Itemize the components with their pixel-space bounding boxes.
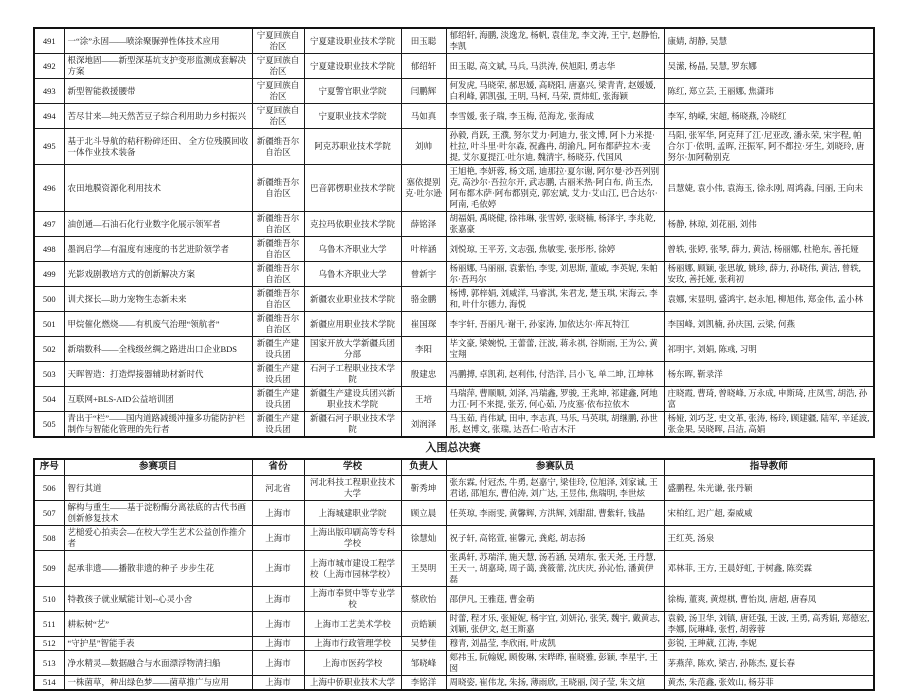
cell-serial-number: 491 [34,28,64,54]
cell-province: 新疆维吾尔自治区 [252,212,304,237]
cell-advisors: 曾轶, 张婷, 张琴, 薛力, 黄洁, 杨丽娜, 杜艳东, 善托娅 [664,237,874,262]
cell-team-members: 李雪媛, 张子瑞, 李玉梅, 范海龙, 张海成 [446,104,664,129]
table-row [34,54,874,79]
cell-advisors: 茅燕萍, 陈欢, 梁吉, 孙陈杰, 夏长春 [664,651,874,676]
cell-province: 上海市 [252,676,304,691]
cell-team-members: 李宇轩, 吾丽凡·谢干, 孙家涛, 加依达尔·库瓦特江 [446,312,664,337]
cell-team-members: 张东霖, 付冠杰, 牛勇, 赵嘉宁, 梁佳玲, 位旭泽, 刘家诚, 王君诺, 邵旭东, 曹伯涛, 刘广达, 王昱伟, 焦瑞明, 李世炫 [446,476,664,501]
cell-province: 新疆生产建设兵团 [252,362,304,387]
cell-advisors: 杨东晖, 靳录洋 [664,362,874,387]
results-table-2-body [34,476,874,691]
cell-school: 宁夏建设职业技术学院 [304,28,401,54]
table-row [34,165,874,212]
cell-school: 宁夏警官职业学院 [304,79,401,104]
table-row [34,587,874,612]
cell-province: 新疆生产建设兵团 [252,387,304,412]
cell-province: 河北省 [252,476,304,501]
table-row [34,212,874,237]
cell-leader: 薛铭泽 [401,212,446,237]
cell-team-members: 杨丽娜, 马丽丽, 袁紫怡, 李雯, 刘思斯, 董威, 李英妮, 朱帕尔·吾玛尔 [446,262,664,287]
table-row [34,412,874,438]
cell-advisors: 邓林菲, 王方, 王晨妤虹, 于树鑫, 陈奕霖 [664,551,874,587]
cell-advisors: 盛鹏程, 朱光谦, 张丹颖 [664,476,874,501]
cell-province: 上海市 [252,551,304,587]
column-header-members: 参赛队员 [446,459,664,476]
table-row [34,287,874,312]
cell-leader: 李阳 [401,337,446,362]
cell-project-name: 艺槌爱心拍卖会—在校大学生艺术公益创作推介者 [64,526,252,551]
cell-team-members: 何发虎, 马晓荣, 郝思媛, 高晓阳, 唐嘉兴, 梁青青, 赵媛媛, 白利峰, 郭凯强, 王明, 马柯, 马荣, 贾炜虹, 张海颖 [446,79,664,104]
cell-leader: 崔国琛 [401,312,446,337]
cell-serial-number: 493 [34,79,64,104]
table-row [34,104,874,129]
cell-advisors: 庄晓霞, 曹琦, 曾晓峰, 万永成, 申斯琦, 庄凤雪, 胡浩, 孙富 [664,387,874,412]
column-header-advisors: 指导教师 [664,459,874,476]
cell-serial-number: 512 [34,637,64,651]
cell-school: 巴音郭楞职业技术学院 [304,165,401,212]
cell-team-members: 任英琼, 李雨雯, 黄馨辉, 方洪辉, 刘甜甜, 曹紫轩, 钱晶 [446,501,664,526]
cell-serial-number: 492 [34,54,64,79]
cell-project-name: 特教孩子就业赋能计划--心灵小舍 [64,587,252,612]
cell-serial-number: 499 [34,262,64,287]
cell-advisors: 彭锐, 王珅葳, 江涛, 李妮 [664,637,874,651]
cell-project-name: 光影戏剧教培方式的创新解决方案 [64,262,252,287]
cell-serial-number: 500 [34,287,64,312]
cell-project-name: 基于北斗导航的秸秆粉碎还田、 全方位残膜回收一体作业技术装备 [64,129,252,165]
cell-serial-number: 507 [34,501,64,526]
cell-school: 乌鲁木齐职业大学 [304,262,401,287]
cell-project-name: 训犬探长—助力宠物生态新未来 [64,287,252,312]
cell-school: 宁夏建设职业技术学院 [304,54,401,79]
cell-province: 新疆维吾尔自治区 [252,287,304,312]
cell-school: 上海市行政管理学校 [304,637,401,651]
cell-leader: 殷建忠 [401,362,446,387]
cell-team-members: 田玉聪, 高文斌, 马兵, 马洪涛, 侯旭阳, 勇志华 [446,54,664,79]
column-header-project: 参赛项目 [64,459,252,476]
cell-team-members: 胡福娟, 禹晓健, 徐祎琳, 张雪婷, 张晓楠, 杨泽宇, 李兆乾, 张嘉豪 [446,212,664,237]
cell-leader: 田玉聪 [401,28,446,54]
cell-province: 宁夏回族自治区 [252,79,304,104]
cell-advisors: 吴潆, 杨晶, 吴慧, 罗东娜 [664,54,874,79]
table-row [34,312,874,337]
cell-team-members: 王旭艳, 李妍蓉, 杨文瑶, 迪那拉·夏尔谢, 阿尔曼·沙吾列别克, 高沙尔·吾拉尔开, 武志鹏, 古丽米热·阿白布, 尚玉杰, 阿布都木萨·阿布都别克, 郭宏斌, 艾力·艾山江, 巴合达尔·阿南, 毛依婷 [446,165,664,212]
cell-province: 宁夏回族自治区 [252,104,304,129]
cell-province: 新疆生产建设兵团 [252,337,304,362]
cell-school: 上海市医药学校 [304,651,401,676]
cell-serial-number: 510 [34,587,64,612]
cell-project-name: 耕耘树“艺” [64,612,252,637]
cell-advisors: 黄杰, 朱范鑫, 张效山, 杨芬菲 [664,676,874,691]
cell-leader: 蔡欣怡 [401,587,446,612]
table-row [34,651,874,676]
cell-leader: 刘润泽 [401,412,446,438]
cell-school: 克拉玛依职业技术学院 [304,212,401,237]
cell-province: 上海市 [252,612,304,637]
cell-project-name: 油创通—石油石化行业数字化展示领军者 [64,212,252,237]
cell-serial-number: 503 [34,362,64,387]
table-row [34,362,874,387]
table-row [34,637,874,651]
cell-school: 宁夏职业技术学院 [304,104,401,129]
results-table-finalists [33,458,875,691]
cell-leader: 靳秀坤 [401,476,446,501]
cell-province: 新疆维吾尔自治区 [252,262,304,287]
cell-team-members: 邵伊凡, 王雅莛, 曹金萌 [446,587,664,612]
cell-province: 新疆维吾尔自治区 [252,165,304,212]
cell-school: 上海出版印刷高等专科学校 [304,526,401,551]
table-row [34,526,874,551]
cell-serial-number: 494 [34,104,64,129]
cell-team-members: 孙毅, 肖跃, 王濮, 努尔艾力·阿迪力, 张文博, 阿卜力米提·杜拉, 叶斗里·叶尔森, 祝鑫冉, 胡渝凡, 阿布都萨拉木·麦提, 艾尔夏提江·吐尔迪, 魏清宇, 杨晓芬, 代国风 [446,129,664,165]
table-row [34,476,874,501]
cell-province: 宁夏回族自治区 [252,28,304,54]
cell-team-members: 马玉茹, 肖伟斌, 田申, 李志真, 马乐, 马英琪, 胡继鹏, 孙世彤, 赵博文, 张瑞, 达吾仁·哈吉木汗 [446,412,664,438]
cell-leader: 吴梦佳 [401,637,446,651]
cell-province: 新疆生产建设兵团 [252,412,304,438]
table-row [34,237,874,262]
cell-team-members: 时蕾, 程才乐, 张娅妮, 杨宇宜, 刘妍沁, 张笑, 魏宇, 戴黄志, 刘颖, 张伊文, 赵王斯嘉 [446,612,664,637]
cell-serial-number: 496 [34,165,64,212]
results-table-continued [33,27,875,438]
cell-leader: 王培 [401,387,446,412]
cell-school: 上海市工艺美术学校 [304,612,401,637]
cell-serial-number: 508 [34,526,64,551]
cell-advisors: 吕慧婕, 袁小伟, 袁海玉, 徐永刚, 周鸿淼, 闫丽, 王向未 [664,165,874,212]
cell-school: 国家开放大学新疆兵团分部 [304,337,401,362]
cell-advisors: 康婧, 胡静, 吴慧 [664,28,874,54]
table-row [34,28,874,54]
cell-province: 新疆维吾尔自治区 [252,237,304,262]
cell-advisors: 王红英, 汤泉 [664,526,874,551]
cell-project-name: 净水精灵—数据融合与水面漂浮物清扫船 [64,651,252,676]
cell-school: 新疆应用职业技术学院 [304,312,401,337]
cell-project-name: 一“涂”永固——喷涂聚脲弹性体技术应用 [64,28,252,54]
cell-project-name: 根深地固——新型深基坑支护变形监测成套解决方案 [64,54,252,79]
cell-school: 新疆石河子职业技术学院 [304,412,401,438]
results-table-1-body [34,28,874,437]
table-row [34,387,874,412]
cell-advisors: 陈红, 郑立芸, 王丽娜, 焦潇玮 [664,79,874,104]
cell-project-name: 互联网+BLS-AID公益培训团 [64,387,252,412]
table-row [34,337,874,362]
cell-project-name: 苦尽甘来—纯天然苦豆子综合利用助力乡村振兴 [64,104,252,129]
cell-advisors: 宋柏红, 迟广超, 秦威威 [664,501,874,526]
cell-leader: 曾新宇 [401,262,446,287]
section-title-finalists: 入围总决赛 [425,442,481,454]
cell-leader: 刘帅 [401,129,446,165]
cell-advisors: 李军, 纳嵘, 宋超, 杨晓燕, 冷晓红 [664,104,874,129]
cell-serial-number: 511 [34,612,64,637]
cell-serial-number: 513 [34,651,64,676]
cell-serial-number: 495 [34,129,64,165]
cell-project-name: 起承非遗——播散非遗的种子 步步生花 [64,551,252,587]
cell-serial-number: 497 [34,212,64,237]
cell-province: 新疆维吾尔自治区 [252,312,304,337]
cell-leader: 邹晓峰 [401,651,446,676]
cell-province: 上海市 [252,637,304,651]
table-row [34,79,874,104]
cell-leader: 叶梓涵 [401,237,446,262]
cell-advisors: 马阳, 张军华, 阿克拜了江·尼亚改, 潘永荣, 宋宇程, 帕合尔丁·依明, 孟晖, 汪振军, 阿不都拉·牙生, 刘晓玲, 唐努尔·加阿勒别克 [664,129,874,165]
cell-team-members: 张禹轩, 苏瑞洋, 施天慧, 汤若涵, 吴靖东, 张天尧, 王丹慧, 王天一, 胡嘉琦, 周子蔼, 龚筱薷, 沈庆庆, 孙沁怡, 潘黄伊磊 [446,551,664,587]
cell-serial-number: 498 [34,237,64,262]
column-header-province: 省份 [252,459,304,476]
cell-advisors: 杨静, 林琼, 刘花丽, 刘伟 [664,212,874,237]
cell-team-members: 毕文豪, 梁婉悦, 王蕾蕾, 汪波, 蒋永祺, 谷斯雨, 王为公, 黄宝翔 [446,337,664,362]
cell-project-name: 青出于“栏”——国内道路减缓冲撞多功能防护栏 制作与智能化管理的先行者 [64,412,252,438]
cell-school: 上海城建职业学院 [304,501,401,526]
cell-advisors: 李国峰, 刘凯楠, 孙庆国, 云梁, 何燕 [664,312,874,337]
cell-advisors: 袁娜, 宋显明, 盛鸿宇, 赵永旭, 柳旭伟, 郑金伟, 孟小林 [664,287,874,312]
cell-province: 上海市 [252,587,304,612]
cell-school: 新疆农业职业技术学院 [304,287,401,312]
cell-leader: 马如真 [401,104,446,129]
cell-serial-number: 509 [34,551,64,587]
table-row [34,501,874,526]
cell-province: 新疆维吾尔自治区 [252,129,304,165]
cell-team-members: 刘悦琼, 王平芳, 文志强, 焦敏雯, 张彤彤, 徐婷 [446,237,664,262]
cell-project-name: 一株菌草，种出绿色梦——菌草推广与应用 [64,676,252,691]
cell-province: 上海市 [252,501,304,526]
cell-team-members: 穆青, 刘晶莹, 李欣雨, 叶成凯 [446,637,664,651]
cell-school: 阿克苏职业技术学院 [304,129,401,165]
cell-team-members: 周晓姿, 崔伟龙, 朱扬, 薄雨欣, 王晓丽, 闵子莹, 朱文煊 [446,676,664,691]
cell-team-members: 杨博, 郭梓娟, 刘威洋, 马睿淇, 朱君龙, 楚玉琪, 宋海云, 李和, 叶什尔德力, 海悦 [446,287,664,312]
cell-leader: 顾立晨 [401,501,446,526]
cell-leader: 李铭洋 [401,676,446,691]
cell-team-members: 郏祎玉, 阮翰妮, 顾俊琳, 宋晔晔, 崔晓雅, 彭颖, 李星宇, 王囡 [446,651,664,676]
cell-school: 上海市奉贤中等专业学校 [304,587,401,612]
table-row [34,676,874,691]
cell-advisors: 杨丽娜, 顾颖, 张思敏, 姚珍, 薛力, 孙晓伟, 黄洁, 曾轶, 安玫, 善托娅, 张莉初 [664,262,874,287]
cell-project-name: 智行其道 [64,476,252,501]
cell-leader: 徐慧灿 [401,526,446,551]
cell-project-name: 解构与重生——基于淀粉酶分离祛底的古代书画创新修复技术 [64,501,252,526]
cell-province: 上海市 [252,526,304,551]
cell-advisors: 祁明宇, 刘娟, 陈彧, 习明 [664,337,874,362]
cell-serial-number: 506 [34,476,64,501]
table-header-row [34,459,874,476]
cell-project-name: 农田地膜资源化利用技术 [64,165,252,212]
cell-project-name: 墨润启学—有温度有速度的书艺进阶领学者 [64,237,252,262]
cell-team-members: 马瑞萍, 曹顺顺, 刘泽, 冯瑞鑫, 罗骏, 王兆坤, 祁建鑫, 阿地力江·阿不来提, 张芳, 何心茹, 乃皮塞·依布拉依木 [446,387,664,412]
cell-project-name: 天晖智造：打造焊接器辅助材新时代 [64,362,252,387]
cell-project-name: “守护星”智能手表 [64,637,252,651]
column-header-leader: 负责人 [401,459,446,476]
cell-school: 河北科技工程职业技术大学 [304,476,401,501]
cell-serial-number: 502 [34,337,64,362]
cell-project-name: 新瑞数科——全栈级丝绸之路进出口企业BDS [64,337,252,362]
cell-advisors: 袁毅, 汤卫华, 刘镇, 唐廷强, 王波, 王勇, 高秀娟, 郑德宏, 李娜, 阮琳峰, 张哲, 胡蓉蓉 [664,612,874,637]
cell-team-members: 冯鹏搏, 卓凯莉, 赵利伟, 付浩洋, 吕小飞, 单二坤, 江坤林 [446,362,664,387]
cell-leader: 郁绍轩 [401,54,446,79]
cell-leader: 王昊明 [401,551,446,587]
cell-project-name: 甲烷催化燃烧——有机废气治理“领航者” [64,312,252,337]
cell-team-members: 祝子轩, 高铭萱, 崔馨元, 龚彪, 胡志扬 [446,526,664,551]
cell-school: 乌鲁木齐职业大学 [304,237,401,262]
cell-leader: 骆金鹏 [401,287,446,312]
column-header-school: 学校 [304,459,401,476]
column-header-serial: 序号 [34,459,64,476]
cell-advisors: 徐梅, 董爽, 黄煜棋, 曹怡岚, 唐超, 唐春凤 [664,587,874,612]
cell-serial-number: 504 [34,387,64,412]
cell-project-name: 新型智能救援腰带 [64,79,252,104]
cell-province: 宁夏回族自治区 [252,54,304,79]
cell-province: 上海市 [252,651,304,676]
cell-serial-number: 505 [34,412,64,438]
cell-team-members: 郁绍轩, 海鹏, 淡逸龙, 杨帆, 袁佳龙, 李文涛, 王宁, 赵静怡, 李凯 [446,28,664,54]
table-row [34,129,874,165]
cell-serial-number: 514 [34,676,64,691]
table-row [34,551,874,587]
cell-leader: 贡皓颖 [401,612,446,637]
table-row [34,612,874,637]
cell-school: 石河子工程职业技术学院 [304,362,401,387]
cell-serial-number: 501 [34,312,64,337]
cell-leader: 闫鹏辉 [401,79,446,104]
cell-school: 上海市城市建设工程学校（上海市园林学校） [304,551,401,587]
cell-school: 新疆生产建设兵团兴新职业技术学院 [304,387,401,412]
table-row [34,262,874,287]
cell-leader: 塞依提别克·吐尔逊 [401,165,446,212]
cell-school: 上海中侨职业技术大学 [304,676,401,691]
cell-advisors: 杨娅, 刘巧芝, 史文革, 张涛, 杨玲, 顾建疆, 陆军, 辛延波, 张金果, 吴晓晖, 吕洁, 高娟 [664,412,874,438]
